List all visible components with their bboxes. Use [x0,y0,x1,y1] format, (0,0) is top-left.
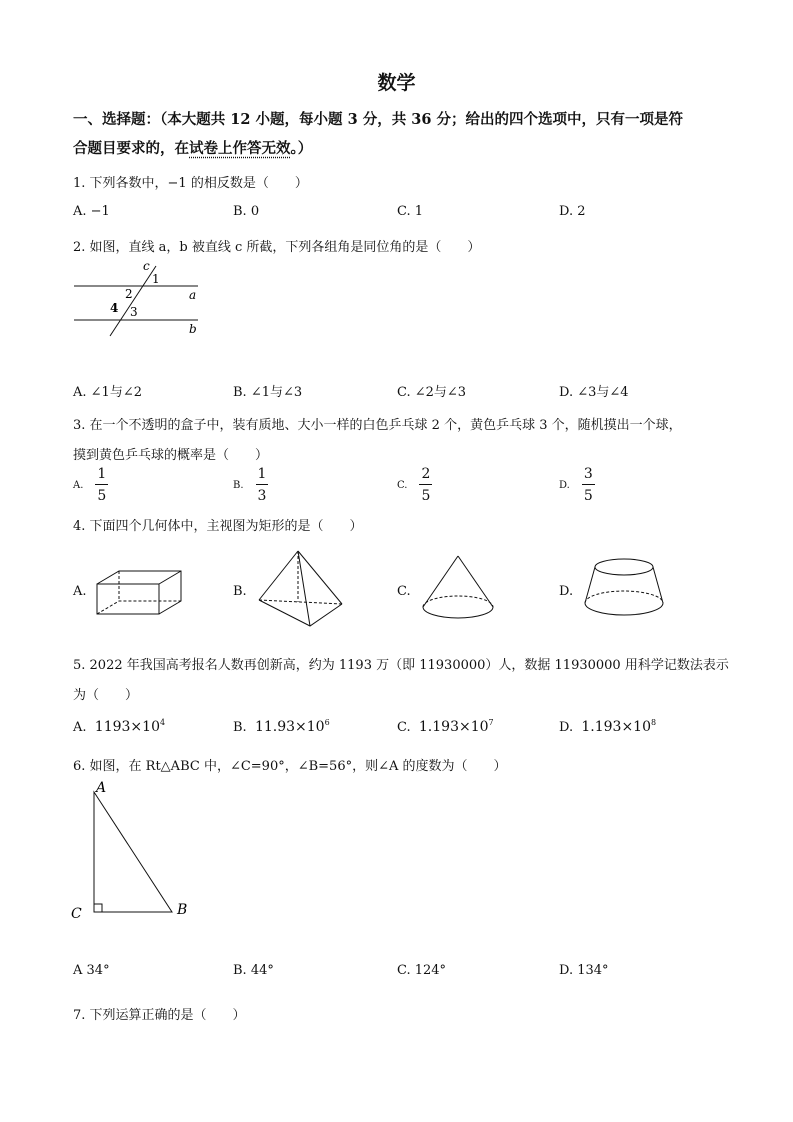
q3-option-c-fraction [419,467,432,503]
q2-parallel-lines-figure [70,258,205,338]
q5-option-d-exp: 8 [650,718,657,727]
q5-option-a-base: 1193×10 [94,719,160,735]
q1-option-b[interactable]: B. 0 [233,204,260,219]
q2-option-a[interactable]: A. ∠1与∠2 [73,385,142,400]
section-heading-emphasis: 试卷上作答无效 [189,140,291,157]
q3-option-d-fraction [582,467,595,503]
denominator: 5 [421,488,431,504]
label-a: a [189,288,197,302]
q4-option-a-letter[interactable]: A. [73,584,87,599]
q3-stem-line1: 3. 在一个不透明的盒子中，装有质地、大小一样的白色乒乓球 2 个，黄色乒乓球 3 个，随机摸出一个球， [73,418,682,433]
q7-stem: 7. 下列运算正确的是（ ） [73,1008,246,1023]
q3-option-d[interactable] [559,467,595,503]
q5-option-b[interactable] [233,718,330,735]
q2-option-d[interactable]: D. ∠3与∠4 [559,385,629,400]
pyramid-base-hidden [259,600,342,604]
q3-option-a[interactable] [73,467,108,503]
q5-option-a[interactable] [73,718,165,735]
numerator: 1 [95,467,108,485]
label-c: c [143,259,150,273]
q5-option-b-exp: 6 [324,718,330,727]
cuboid-hidden-bottom [97,601,181,614]
q4-cuboid-figure[interactable] [92,568,184,618]
angle-2-label: 2 [125,287,133,301]
q5-option-c-exp: 7 [488,718,494,727]
q4-stem: 4. 下面四个几何体中，主视图为矩形的是（ ） [73,519,363,534]
vertex-a-label: A [96,780,107,796]
q4-option-c-letter[interactable]: C. [397,584,411,599]
q5-option-a-letter: A. [73,720,87,735]
q1-stem: 1. 下列各数中，−1 的相反数是（ ） [73,176,308,191]
q2-option-b[interactable]: B. ∠1与∠3 [233,385,303,400]
q3-option-a-fraction [95,467,108,503]
pyramid-edge-front [298,551,310,626]
q3-option-b[interactable] [233,467,268,503]
q5-option-b-base: 11.93×10 [254,719,325,735]
q6-option-b[interactable]: B. 44° [233,963,274,978]
q5-option-d-letter: D. [559,720,574,735]
frustum-base-hidden [585,591,663,603]
q5-option-c-base: 1.193×10 [418,719,489,735]
q3-option-b-letter: B. [233,479,244,491]
cone-base-hidden [423,596,493,607]
q1-option-c[interactable]: C. 1 [397,204,424,219]
q4-frustum-figure[interactable] [582,555,666,625]
q5-option-c-letter: C. [397,720,411,735]
q4-option-b-letter[interactable]: B. [233,584,247,599]
cone-base-front [423,607,493,618]
q4-pyramid-figure[interactable] [254,548,346,630]
q3-option-c-letter: C. [397,479,408,491]
pyramid-edge-left [259,551,298,600]
denominator: 5 [97,488,107,504]
q6-stem: 6. 如图，在 Rt△ABC 中，∠C=90°，∠B=56°，则∠A 的度数为（ ） [73,759,507,774]
angle-4-label: 4 [110,301,119,315]
frustum-base-front [585,603,663,615]
q3-option-d-letter: D. [559,479,570,491]
q6-option-d[interactable]: D. 134° [559,963,609,978]
frustum-top [595,559,653,575]
q5-option-d[interactable] [559,718,656,735]
cone-side-left [423,556,458,607]
q5-stem-line1: 5. 2022 年我国高考报名人数再创新高，约为 1193 万（即 11930000）人，数据 11930000 用科学记数法表示 [73,658,729,673]
numerator: 1 [256,467,269,485]
q1-option-d[interactable]: D. 2 [559,204,586,219]
q3-option-b-fraction [256,467,269,503]
q6-option-c[interactable]: C. 124° [397,963,447,978]
section-heading-text-a: 合题目要求的，在 [73,140,189,157]
page-title: 数学 [377,72,416,94]
cuboid-top-right-edge [159,571,181,584]
triangle-abc [94,792,172,912]
q1-option-a[interactable]: A. −1 [73,204,110,219]
q6-right-triangle-figure [66,778,201,923]
vertex-b-label: B [177,902,188,918]
q5-option-d-base: 1.193×10 [581,719,651,735]
cuboid-front-face [97,584,159,614]
q5-stem-line2: 为（ ） [73,688,139,703]
q2-option-c[interactable]: C. ∠2与∠3 [397,385,467,400]
q5-option-b-letter: B. [233,720,247,735]
q6-option-a[interactable]: A 34° [73,963,110,978]
angle-3-label: 3 [130,305,138,319]
q5-option-a-exp: 4 [159,718,166,727]
q4-cone-figure[interactable] [420,553,496,623]
right-angle-mark [94,904,102,912]
section-heading-text-b: 。） [290,140,313,157]
q2-stem: 2. 如图，直线 a，b 被直线 c 所截，下列各组角是同位角的是（ ） [73,240,481,255]
q4-option-d-letter[interactable]: D. [559,584,574,599]
section-heading-line2 [73,137,312,158]
label-b: b [189,322,197,336]
denominator: 5 [583,488,593,504]
cone-side-right [458,556,493,607]
vertex-c-label: C [71,906,82,922]
cuboid-back-edges [97,571,181,614]
numerator: 2 [419,467,432,485]
q3-stem-line2: 摸到黄色乒乓球的概率是（ ） [73,448,269,463]
q3-option-c[interactable] [397,467,432,503]
angle-1-label: 1 [152,272,160,286]
q5-option-c[interactable] [397,718,494,735]
section-heading-line1: 一、选择题：（本大题共 12 小题，每小题 3 分，共 36 分；给出的四个选项中，只有一项是符 [73,111,683,128]
pyramid-edge-right [298,551,342,604]
q3-option-a-letter: A. [73,479,84,491]
numerator: 3 [582,467,595,485]
denominator: 3 [257,488,267,504]
